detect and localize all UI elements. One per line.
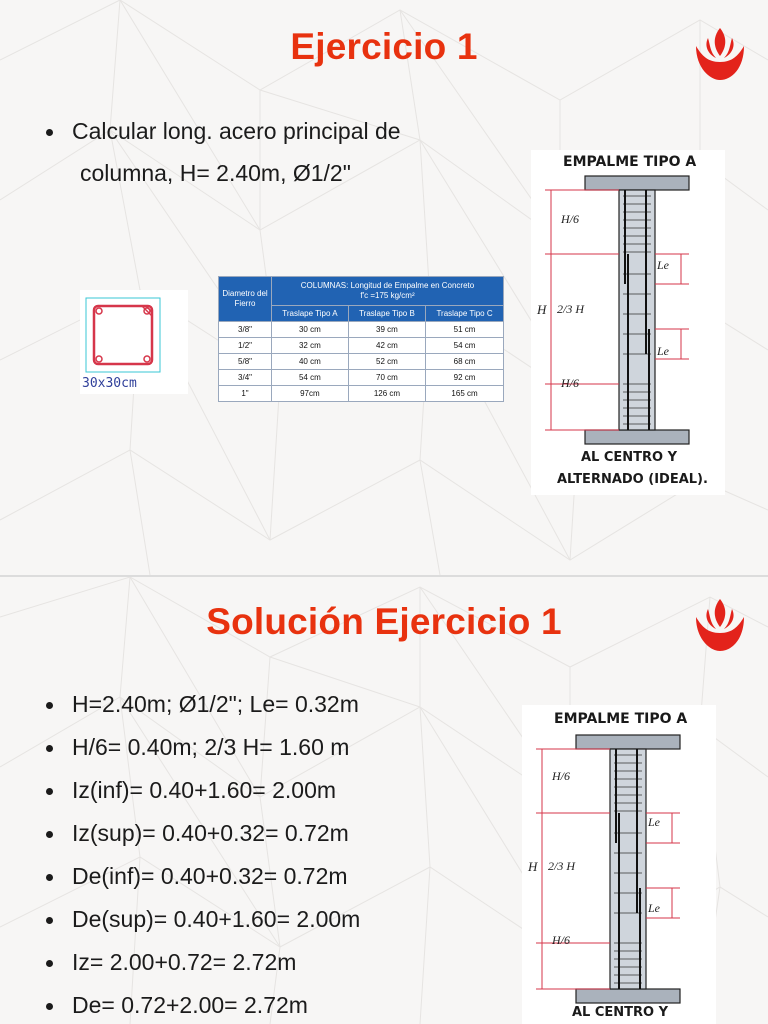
table-cell: 52 cm: [348, 354, 425, 370]
label-h6-bottom: H/6: [552, 933, 570, 947]
list-item: Iz= 2.00+0.72= 2.72m: [38, 941, 360, 984]
solution-bullet-list: [38, 683, 360, 1024]
bullet-continuation: columna, H= 2.40m, Ø1/2": [80, 160, 351, 186]
list-item: De(inf)= 0.40+0.32= 0.72m: [38, 855, 360, 898]
upc-flame-logo-icon: [692, 597, 748, 653]
empalme-diagram-1: [531, 150, 725, 495]
column-section-drawing: [80, 290, 188, 374]
list-item: De(sup)= 0.40+1.60= 2.00m: [38, 898, 360, 941]
list-item: H/6= 0.40m; 2/3 H= 1.60 m: [38, 726, 360, 769]
section-caption: 30x30cm: [82, 376, 137, 391]
table-cell: 51 cm: [426, 322, 504, 338]
table-cell: 70 cm: [348, 370, 425, 386]
table-cell: 54 cm: [426, 338, 504, 354]
table-header-fc: f'c =175 kg/cm²: [360, 291, 415, 300]
table-cell: 42 cm: [348, 338, 425, 354]
table-cell: 126 cm: [348, 386, 425, 402]
table-cell: 39 cm: [348, 322, 425, 338]
label-h6-bottom: H/6: [561, 376, 579, 390]
splice-length-table: [218, 276, 504, 402]
diagram-title: EMPALME TIPO A: [554, 711, 688, 727]
table-row: [219, 354, 504, 370]
table-cell: 3/8": [219, 322, 272, 338]
label-two-thirds-h: 2/3 H: [557, 302, 584, 316]
table-row: [219, 370, 504, 386]
label-h: H: [537, 302, 547, 317]
table-cell: 68 cm: [426, 354, 504, 370]
table-subheader-a: Traslape Tipo A: [272, 306, 349, 322]
table-row: [219, 322, 504, 338]
label-le-1: Le: [657, 258, 669, 272]
table-cell: 32 cm: [272, 338, 349, 354]
upc-flame-logo-icon: [692, 26, 748, 82]
table-header-columnas: [272, 277, 504, 306]
table-cell: 3/4": [219, 370, 272, 386]
bullet-list: [38, 110, 401, 153]
label-h6-top: H/6: [561, 212, 579, 226]
table-header-diameter: Diametro del Fierro: [219, 277, 272, 322]
list-item: Iz(sup)= 0.40+0.32= 0.72m: [38, 812, 360, 855]
table-cell: 1/2": [219, 338, 272, 354]
diagram-caption-1: AL CENTRO Y: [572, 1005, 669, 1020]
table-subheader-b: Traslape Tipo B: [348, 306, 425, 322]
table-cell: 54 cm: [272, 370, 349, 386]
bullet-item: Calcular long. acero principal de: [38, 110, 401, 153]
list-item: H=2.40m; Ø1/2"; Le= 0.32m: [38, 683, 360, 726]
empalme-diagram-2: [522, 705, 716, 1024]
slide-2: [0, 577, 768, 1024]
table-row: [219, 338, 504, 354]
label-le-2: Le: [648, 901, 660, 915]
label-h6-top: H/6: [552, 769, 570, 783]
table-cell: 40 cm: [272, 354, 349, 370]
slide-title: Solución Ejercicio 1: [206, 601, 562, 642]
table-cell: 92 cm: [426, 370, 504, 386]
table-subheader-c: Traslape Tipo C: [426, 306, 504, 322]
slide-title: Ejercicio 1: [290, 26, 478, 67]
diagram-title: EMPALME TIPO A: [563, 154, 697, 170]
list-item: Iz(inf)= 0.40+1.60= 2.00m: [38, 769, 360, 812]
label-h: H: [528, 859, 538, 874]
column-section-figure: [80, 290, 188, 394]
diagram-caption-2: ALTERNADO (IDEAL).: [557, 472, 708, 487]
label-two-thirds-h: 2/3 H: [548, 859, 575, 873]
list-item: De= 0.72+2.00= 2.72m: [38, 984, 360, 1024]
table-cell: 97cm: [272, 386, 349, 402]
table-cell: 1": [219, 386, 272, 402]
table-cell: 5/8": [219, 354, 272, 370]
label-le-1: Le: [648, 815, 660, 829]
label-le-2: Le: [657, 344, 669, 358]
table-header-title: COLUMNAS: Longitud de Empalme en Concreto: [300, 281, 475, 290]
diagram-caption-1: AL CENTRO Y: [581, 450, 678, 465]
table-cell: 165 cm: [426, 386, 504, 402]
table-cell: 30 cm: [272, 322, 349, 338]
table-row: [219, 386, 504, 402]
